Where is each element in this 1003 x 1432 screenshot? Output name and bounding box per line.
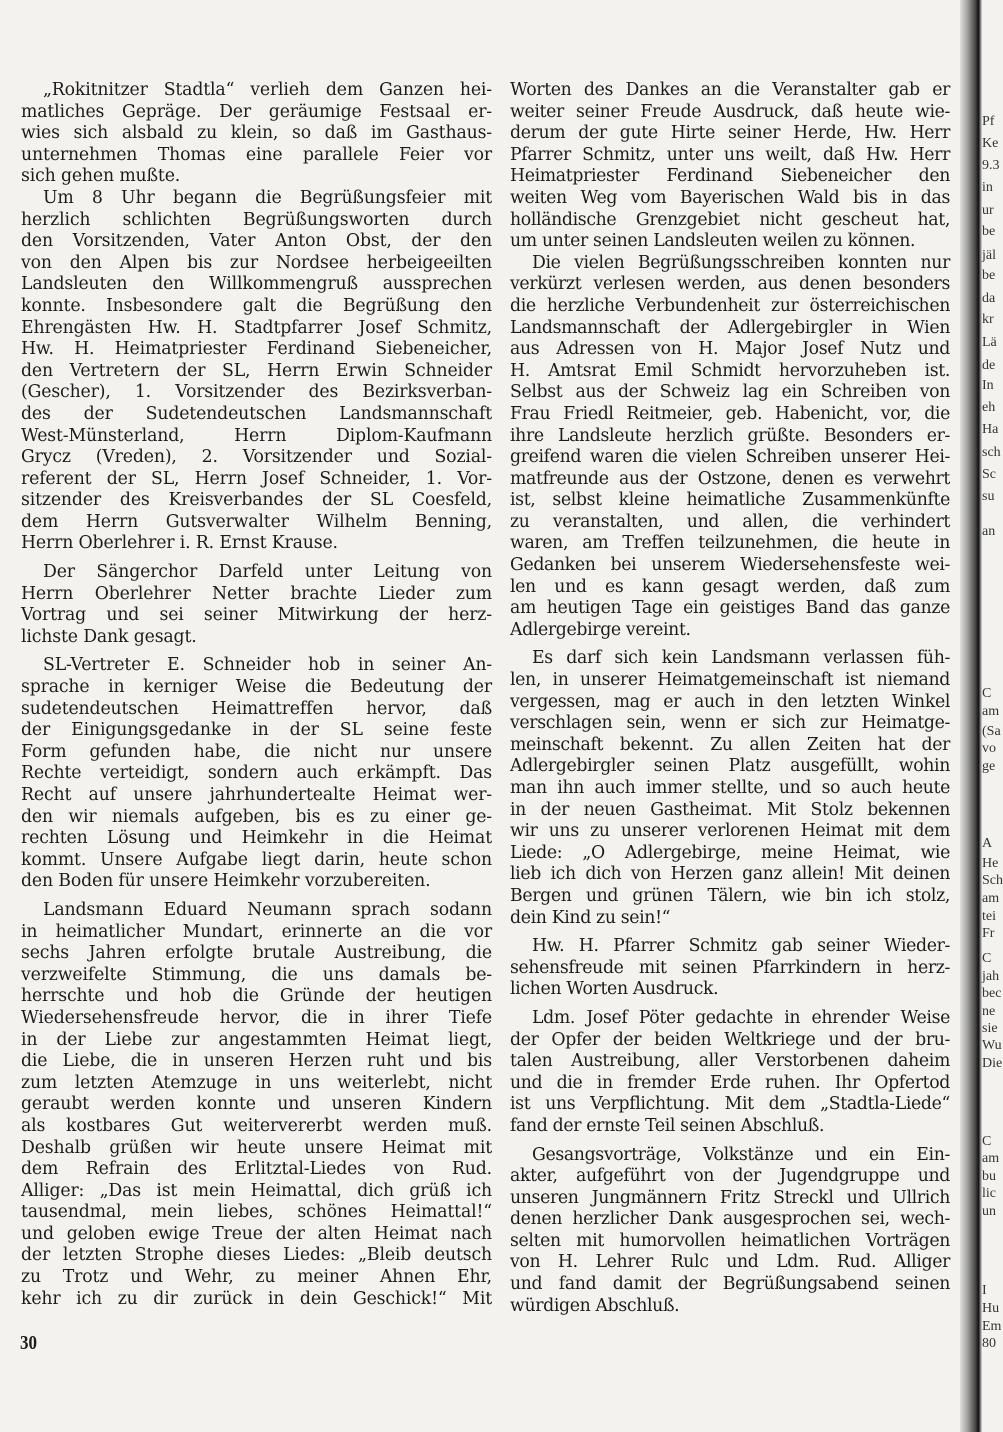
- left-text-column: [21, 80, 492, 1310]
- next-page-text-fragment: sch: [982, 445, 1001, 460]
- text-line: H. Amtsrat Emil Schmidt hervorzuheben ist.: [510, 360, 950, 381]
- text-line: des der Sudetendeutschen Landsmannschaft: [21, 403, 492, 424]
- next-page-text-fragment: Wu: [982, 1038, 1002, 1053]
- text-line: len und es kann gesagt werden, daß zum: [510, 576, 950, 597]
- next-page-text-fragment: Sc: [982, 467, 996, 482]
- next-page-text-fragment: C: [982, 951, 992, 966]
- next-page-text-fragment: Em: [982, 1319, 1002, 1334]
- text-line: herrschte und hob die Gründe der heutigen: [21, 986, 492, 1007]
- text-line: die herzliche Verbundenheit zur österreichischen: [510, 295, 950, 316]
- next-page-text-fragment: Hu: [982, 1301, 1000, 1316]
- text-line: Hw. H. Pfarrer Schmitz gab seiner Wieder-: [532, 936, 950, 957]
- text-line: lichen Worten Ausdruck.: [510, 979, 719, 1000]
- text-line: herzlich schlichten Begrüßungsworten durch: [21, 209, 492, 230]
- text-line: von den Alpen bis zur Nordsee herbeigeeilten: [21, 252, 492, 273]
- paragraph: [21, 900, 492, 1310]
- text-line: Recht auf unsere jahrhundertealte Heimat wer-: [21, 785, 492, 805]
- text-line: kehr ich zu dir zurück in dein Geschick!“ Mit: [21, 1288, 492, 1309]
- text-line: Gesangsvorträge, Volkstänze und ein Ein-: [532, 1144, 950, 1165]
- text-line: Hw. H. Heimatpriester Ferdinand Siebeneicher,: [21, 339, 492, 360]
- text-line: Selbst aus der Schweiz lag ein Schreiben von: [510, 382, 950, 403]
- next-page-text-fragment: C: [982, 1134, 992, 1149]
- text-line: dein Kind zu sein!“: [510, 907, 671, 928]
- text-line: als kostbares Gut weitervererbt werden muß.: [21, 1115, 492, 1136]
- text-line: rechten Lösung und Heimkehr in die Heimat: [21, 828, 492, 849]
- text-line: zu veranstalten, und allen, die verhindert: [510, 511, 950, 532]
- paragraph: [510, 80, 950, 253]
- text-line: lichste Dank gesagt.: [21, 626, 197, 647]
- paragraph: [510, 1145, 950, 1318]
- next-page-text-fragment: ur: [982, 203, 994, 218]
- next-page-text-fragment: su: [982, 489, 995, 504]
- text-line: der Einigungsgedanke in der SL seine feste: [21, 720, 492, 741]
- next-page-text-fragment: Lä: [982, 335, 997, 350]
- text-line: West-Münsterland, Herrn Diplom-Kaufmann: [21, 425, 492, 446]
- right-text-column: [510, 80, 950, 1317]
- text-line: talen Austreibung, aller Verstorbenen daheim: [510, 1051, 950, 1072]
- text-line: Liede: „O Adlergebirge, meine Heimat, wie: [510, 842, 950, 863]
- text-line: akter, aufgeführt von der Jugendgruppe und: [510, 1166, 950, 1187]
- text-line: meinschaft bekennt. Zu allen Zeiten hat der: [510, 734, 950, 755]
- text-line: um unter seinen Landsleuten weilen zu können.: [510, 231, 916, 252]
- next-page-text-fragment: un: [982, 1204, 996, 1219]
- next-page-text-fragment: C: [982, 686, 992, 701]
- next-page-text-fragment: kr: [982, 312, 994, 327]
- next-page-text-fragment: in: [982, 180, 993, 195]
- text-line: Pfarrer Schmitz, unter uns weilt, daß Hw. Herr: [510, 144, 950, 165]
- adjacent-page-edge: [982, 0, 1003, 1432]
- text-line: Ehrengästen Hw. H. Stadtpfarrer Josef Schmitz,: [21, 317, 492, 338]
- next-page-text-fragment: jah: [982, 969, 1000, 984]
- text-line: fand der ernste Teil seinen Abschluß.: [510, 1115, 825, 1136]
- text-line: man ihn auch immer stellte, und so auch heute: [510, 778, 950, 798]
- text-line: aus Adressen von H. Major Josef Nutz und: [510, 339, 950, 360]
- paragraph: [510, 648, 950, 929]
- next-page-text-fragment: am: [982, 891, 1000, 906]
- text-line: Um 8 Uhr begann die Begrüßungsfeier mit: [43, 187, 492, 208]
- text-line: der Opfer der beiden Weltkriege und der bru-: [510, 1029, 950, 1050]
- text-line: zu Trotz und Wehr, zu meiner Ahnen Ehr,: [21, 1267, 492, 1288]
- text-line: lieb ich dich von Herzen ganz allein! Mit deinen: [510, 864, 950, 885]
- text-line: vergessen, mag er auch in den letzten Winkel: [510, 691, 950, 712]
- text-line: derum der gute Hirte seiner Herde, Hw. Herr: [510, 123, 950, 144]
- text-line: Alliger: „Das ist mein Heimattal, dich grüß ich: [21, 1180, 492, 1201]
- next-page-text-fragment: 80: [982, 1336, 996, 1351]
- text-line: holländische Grenzgebiet nicht gescheut hat,: [510, 209, 950, 230]
- next-page-text-fragment: bu: [982, 1169, 996, 1184]
- text-line: (Gescher), 1. Vorsitzender des Bezirksverban-: [21, 382, 492, 403]
- text-line: sehensfreude mit seinen Pfarrkindern in herz-: [510, 957, 950, 978]
- next-page-text-fragment: I: [982, 1283, 987, 1298]
- text-line: geraubt werden konnte und unseren Kindern: [21, 1094, 492, 1115]
- text-line: waren, am Treffen teilzunehmen, die heute in: [510, 533, 950, 554]
- next-page-text-fragment: (Sa: [982, 724, 1001, 739]
- text-line: unternehmen Thomas eine parallele Feier vor: [21, 144, 492, 165]
- text-line: Gedanken bei unserem Wiedersehensfeste wei-: [510, 555, 950, 576]
- next-page-text-fragment: Sch: [982, 873, 1003, 888]
- paragraph: [510, 936, 950, 1001]
- text-line: unseren Jungmännern Fritz Streckl und Ullrich: [510, 1187, 950, 1208]
- text-line: Landsleuten den Willkommengruß aussprechen: [21, 274, 492, 295]
- text-line: Es darf sich kein Landsmann verlassen füh-: [532, 648, 950, 669]
- next-page-text-fragment: da: [982, 291, 996, 306]
- text-line: matfreunde aus der Ostzone, denen es verwehrt: [510, 468, 950, 489]
- text-line: Rechte verteidigt, sondern auch erkämpft. Das: [21, 763, 492, 784]
- text-line: und fand damit der Begrüßungsabend seinen: [510, 1274, 950, 1295]
- text-line: Form gefunden habe, die nicht nur unsere: [21, 741, 492, 762]
- next-page-text-fragment: Fr: [982, 926, 995, 941]
- next-page-text-fragment: A: [982, 836, 993, 851]
- text-line: die Liebe, die in unseren Herzen ruht und bis: [21, 1051, 492, 1072]
- text-line: ist, selbst kleine heimatliche Zusammenkünfte: [510, 490, 950, 511]
- text-line: zum letzten Atemzuge in uns weiterlebt, nicht: [21, 1072, 492, 1093]
- text-line: weiten Weg vom Bayerischen Wald bis in das: [510, 187, 950, 208]
- text-line: referent der SL, Herrn Josef Schneider, 1. Vor-: [21, 468, 492, 489]
- next-page-text-fragment: Pf: [982, 114, 995, 129]
- paragraph: [21, 80, 492, 188]
- text-line: Landsmann Eduard Neumann sprach sodann: [43, 899, 492, 920]
- text-line: kommt. Unsere Aufgabe liegt darin, heute schon: [21, 849, 492, 870]
- next-page-text-fragment: Ke: [982, 136, 999, 151]
- text-line: SL-Vertreter E. Schneider hob in seiner An-: [43, 655, 492, 676]
- next-page-text-fragment: an: [982, 524, 996, 539]
- text-line: den Vertretern der SL, Herrn Erwin Schneider: [21, 360, 492, 381]
- text-line: verkürzt verlesen werden, aus denen besonders: [510, 274, 950, 295]
- next-page-text-fragment: be: [982, 268, 996, 283]
- book-spine-shadow: [960, 0, 982, 1432]
- text-line: weiter seiner Freude Ausdruck, daß heute wie-: [510, 101, 950, 122]
- next-page-text-fragment: He: [982, 856, 999, 871]
- text-line: wies sich alsbald zu klein, so daß im Gasthaus-: [21, 123, 492, 144]
- paragraph: [21, 655, 492, 893]
- text-line: würdigen Abschluß.: [510, 1295, 680, 1316]
- text-line: in heimatlicher Mundart, erinnerte an die vor: [21, 921, 492, 942]
- text-line: matliches Gepräge. Der geräumige Festsaal er-: [21, 101, 492, 122]
- next-page-text-fragment: be: [982, 224, 996, 239]
- next-page-text-fragment: Die: [982, 1056, 1003, 1071]
- text-line: Adlergebirgler seinen Platz ausgefüllt, wohin: [510, 756, 950, 777]
- text-line: wir uns zu unserer verlorenen Heimat mit dem: [510, 821, 950, 842]
- next-page-text-fragment: In: [982, 378, 994, 393]
- next-page-text-fragment: sie: [982, 1021, 998, 1036]
- next-page-text-fragment: de: [982, 358, 996, 373]
- text-line: in der neuen Gastheimat. Mit Stolz bekennen: [510, 799, 950, 820]
- next-page-text-fragment: 9.3: [982, 158, 1000, 173]
- text-line: Vortrag und sei seiner Mitwirkung der herz-: [21, 605, 492, 626]
- text-line: greifend waren die vielen Schreiben unserer Hei-: [510, 447, 950, 468]
- text-line: verzweifelte Stimmung, die uns damals be-: [21, 964, 492, 985]
- next-page-text-fragment: vo: [982, 741, 996, 756]
- text-line: und die in fremder Erde ruhen. Ihr Opfertod: [510, 1072, 950, 1093]
- paragraph: [510, 1008, 950, 1138]
- text-line: Worten des Dankes an die Veranstalter gab er: [510, 80, 950, 100]
- text-line: ist uns Verpflichtung. Mit dem „Stadtla-Liede“: [510, 1094, 950, 1115]
- text-line: sudetendeutschen Heimattreffen hervor, daß: [21, 698, 492, 719]
- next-page-text-fragment: lic: [982, 1186, 996, 1201]
- text-line: selten mit humorvollen heimatlichen Vorträgen: [510, 1230, 950, 1251]
- next-page-text-fragment: jäl: [982, 248, 996, 263]
- text-line: den Boden für unsere Heimkehr vorzubereiten.: [21, 871, 431, 892]
- text-line: Ldm. Josef Pöter gedachte in ehrender Weise: [532, 1007, 950, 1028]
- text-line: ihre Landsleute herzlich grüßte. Besonders er-: [510, 425, 950, 446]
- next-page-text-fragment: ne: [982, 1004, 996, 1019]
- text-line: sitzender des Kreisverbandes der SL Coesfeld,: [21, 490, 492, 511]
- text-line: dem Refrain des Erlitztal-Liedes von Rud.: [21, 1159, 492, 1180]
- next-page-text-fragment: am: [982, 1151, 1000, 1166]
- text-line: von H. Lehrer Rulc und Ldm. Rud. Alliger: [510, 1252, 950, 1273]
- text-line: in der Liebe zur angestammten Heimat liegt,: [21, 1029, 492, 1050]
- text-line: „Rokitnitzer Stadtla“ verlieh dem Ganzen hei-: [43, 80, 492, 100]
- text-line: Adlergebirge vereint.: [510, 619, 691, 640]
- text-line: Bergen und grünen Tälern, wie bin ich stolz,: [510, 885, 950, 906]
- text-line: Herrn Oberlehrer Netter brachte Lieder zum: [21, 583, 492, 604]
- text-line: am heutigen Tage ein geistiges Band das ganze: [510, 598, 950, 619]
- next-page-text-fragment: bec: [982, 986, 1002, 1001]
- text-line: Herrn Oberlehrer i. R. Ernst Krause.: [21, 533, 338, 554]
- text-line: und geloben ewige Treue der alten Heimat nach: [21, 1223, 492, 1244]
- text-line: konnte. Insbesondere galt die Begrüßung den: [21, 295, 492, 316]
- text-line: den wir niemals aufgeben, bis es zu einer ge-: [21, 806, 492, 827]
- text-line: sich gehen mußte.: [21, 166, 181, 187]
- text-line: Grycz (Vreden), 2. Vorsitzender und Sozial-: [21, 447, 492, 468]
- text-line: denen herzlicher Dank ausgesprochen sei, wech-: [510, 1209, 950, 1230]
- next-page-text-fragment: eh: [982, 400, 996, 415]
- text-line: Landsmannschaft der Adlergebirgler in Wien: [510, 317, 950, 338]
- text-line: dem Herrn Gutsverwalter Wilhelm Benning,: [21, 511, 492, 532]
- next-page-text-fragment: Ha: [982, 422, 999, 437]
- text-line: verschlagen sein, wenn er sich zur Heimatge-: [510, 713, 950, 734]
- text-line: Wiedersehensfreude hervor, die in ihrer Tiefe: [21, 1007, 492, 1028]
- paragraph: [21, 562, 492, 648]
- paragraph: [510, 253, 950, 642]
- text-line: len, in unserer Heimatgemeinschaft ist niemand: [510, 670, 950, 691]
- text-line: Die vielen Begrüßungsschreiben konnten nur: [532, 252, 950, 273]
- text-line: Der Sängerchor Darfeld unter Leitung von: [43, 562, 492, 583]
- text-line: den Vorsitzenden, Vater Anton Obst, der den: [21, 231, 492, 252]
- text-line: tausendmal, mein liebes, schönes Heimattal!“: [21, 1202, 492, 1223]
- text-line: sprache in kerniger Weise die Bedeutung der: [21, 677, 492, 698]
- text-line: der letzten Strophe dieses Liedes: „Bleib deutsch: [21, 1245, 492, 1266]
- text-line: sechs Jahren erfolgte brutale Austreibung, die: [21, 943, 492, 964]
- text-line: Deshalb grüßen wir heute unsere Heimat mit: [21, 1137, 492, 1158]
- paragraph: [21, 188, 492, 555]
- text-line: Frau Friedl Reitmeier, geb. Habenicht, vor, die: [510, 403, 950, 424]
- page-number: 30: [20, 1332, 37, 1354]
- text-line: Heimatpriester Ferdinand Siebeneicher den: [510, 166, 950, 187]
- next-page-text-fragment: tei: [982, 909, 996, 924]
- next-page-text-fragment: am: [982, 704, 1000, 719]
- next-page-text-fragment: ge: [982, 759, 996, 774]
